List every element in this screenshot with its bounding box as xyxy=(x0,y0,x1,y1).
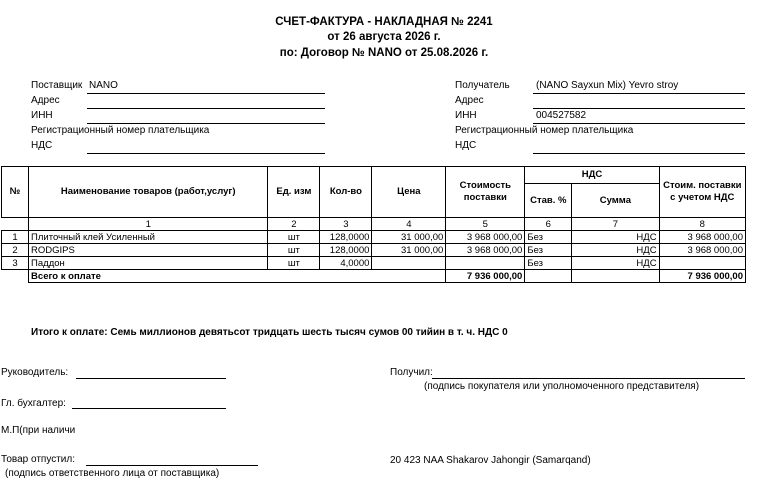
col-number: 8 xyxy=(659,218,745,231)
header-unit: Ед. изм xyxy=(268,167,320,218)
total-label: Всего к оплате xyxy=(29,270,446,283)
supplier-line xyxy=(87,93,325,94)
header-num: № xyxy=(2,167,29,218)
supplier-reg-label: Регистрационный номер плательщика xyxy=(31,125,210,136)
recipient-reg-label: Регистрационный номер плательщика xyxy=(455,125,634,136)
row-qty: 4,0000 xyxy=(320,257,372,270)
header-name: Наименование товаров (работ,услуг) xyxy=(29,167,268,218)
released-label: Товар отпустил: xyxy=(1,454,75,465)
total-with-nds: 7 936 000,00 xyxy=(659,270,745,283)
header-cost: Стоимость поставки xyxy=(446,167,525,218)
row-cost: 3 968 000,00 xyxy=(446,244,525,257)
header-sum: Сумма xyxy=(572,184,659,218)
supplier-address-line xyxy=(87,108,325,109)
row-total: 3 968 000,00 xyxy=(659,244,745,257)
row-sum: НДС xyxy=(572,257,659,270)
row-price: 31 000,00 xyxy=(372,244,446,257)
row-unit: шт xyxy=(268,244,320,257)
row-num: 1 xyxy=(2,231,29,244)
recipient-nds-label: НДС xyxy=(455,140,477,151)
row-name: Паддон xyxy=(29,257,268,270)
col-number: 7 xyxy=(572,218,659,231)
invoice-date: от 26 августа 2026 г. xyxy=(327,31,441,43)
col-number: 4 xyxy=(372,218,446,231)
row-rate: Без xyxy=(525,257,572,270)
header-total-cost: Стоим. поставки с учетом НДС xyxy=(659,167,745,218)
row-rate: Без xyxy=(525,244,572,257)
row-qty: 128,0000 xyxy=(320,244,372,257)
row-total xyxy=(659,257,745,270)
row-sum: НДС xyxy=(572,244,659,257)
total-cost: 7 936 000,00 xyxy=(446,270,525,283)
table-row xyxy=(2,257,746,270)
row-cost: 3 968 000,00 xyxy=(446,231,525,244)
recipient-inn-value: 004527582 xyxy=(536,110,587,121)
table-row xyxy=(2,244,746,257)
director-label: Руководитель: xyxy=(1,367,69,378)
row-name: RODGIPS xyxy=(29,244,268,257)
payment-summary: Итого к оплате: Семь миллионов девятьсот тридцать шесть тысяч сумов 00 тийин в т. ч. НДС 0 xyxy=(31,327,508,338)
received-note: (подпись покупателя или уполномоченного представителя) xyxy=(424,381,700,392)
supplier-nds-label: НДС xyxy=(31,140,53,151)
col-number: 6 xyxy=(525,218,572,231)
supplier-value: NANO xyxy=(89,80,118,91)
recipient-inn-label: ИНН xyxy=(455,110,477,121)
recipient-line xyxy=(533,93,745,94)
row-total: 3 968 000,00 xyxy=(659,231,745,244)
stamp-label: М.П(при наличи xyxy=(1,425,76,436)
header-nds: НДС xyxy=(525,167,659,184)
received-label: Получил: xyxy=(390,367,433,378)
released-signature-line xyxy=(86,465,258,466)
header-qty: Кол-во xyxy=(320,167,372,218)
col-number: 1 xyxy=(29,218,268,231)
total-row xyxy=(2,270,746,283)
col-number: 2 xyxy=(268,218,320,231)
col-number: 3 xyxy=(320,218,372,231)
row-name: Плиточный клей Усиленный xyxy=(29,231,268,244)
supplier-address-label: Адрес xyxy=(31,95,60,106)
row-cost xyxy=(446,257,525,270)
row-num: 3 xyxy=(2,257,29,270)
row-price: 31 000,00 xyxy=(372,231,446,244)
row-unit: шт xyxy=(268,257,320,270)
supplier-inn-label: ИНН xyxy=(31,110,53,121)
row-qty: 128,0000 xyxy=(320,231,372,244)
received-signature-line xyxy=(432,378,745,379)
recipient-address-label: Адрес xyxy=(455,95,484,106)
header-rate: Став. % xyxy=(525,184,572,218)
row-num: 2 xyxy=(2,244,29,257)
invoice-table xyxy=(1,166,746,283)
attorney-info: 20 423 NAA Shakarov Jahongir (Samarqand) xyxy=(390,455,591,466)
recipient-nds-line xyxy=(533,153,745,154)
table-row xyxy=(2,231,746,244)
supplier-label: Поставщик xyxy=(31,80,83,91)
header-price: Цена xyxy=(372,167,446,218)
supplier-nds-line xyxy=(87,153,325,154)
row-price xyxy=(372,257,446,270)
director-signature-line xyxy=(76,378,226,379)
column-number-row xyxy=(2,218,746,231)
recipient-inn-line xyxy=(533,123,745,124)
recipient-address-line xyxy=(533,108,745,109)
invoice-title: СЧЕТ-ФАКТУРА - НАКЛАДНАЯ № 2241 xyxy=(275,16,493,28)
row-sum: НДС xyxy=(572,231,659,244)
accountant-signature-line xyxy=(72,408,226,409)
accountant-label: Гл. бухгалтер: xyxy=(1,398,66,409)
recipient-label: Получатель xyxy=(455,80,510,91)
supplier-inn-line xyxy=(87,123,325,124)
recipient-value: (NANO Sayxun Mix) Yevro stroy xyxy=(536,80,679,91)
row-unit: шт xyxy=(268,231,320,244)
row-rate: Без xyxy=(525,231,572,244)
col-number: 5 xyxy=(446,218,525,231)
released-note: (подпись ответственного лица от поставщика) xyxy=(5,468,220,479)
invoice-contract: по: Договор № NANO от 25.08.2026 г. xyxy=(279,47,489,59)
